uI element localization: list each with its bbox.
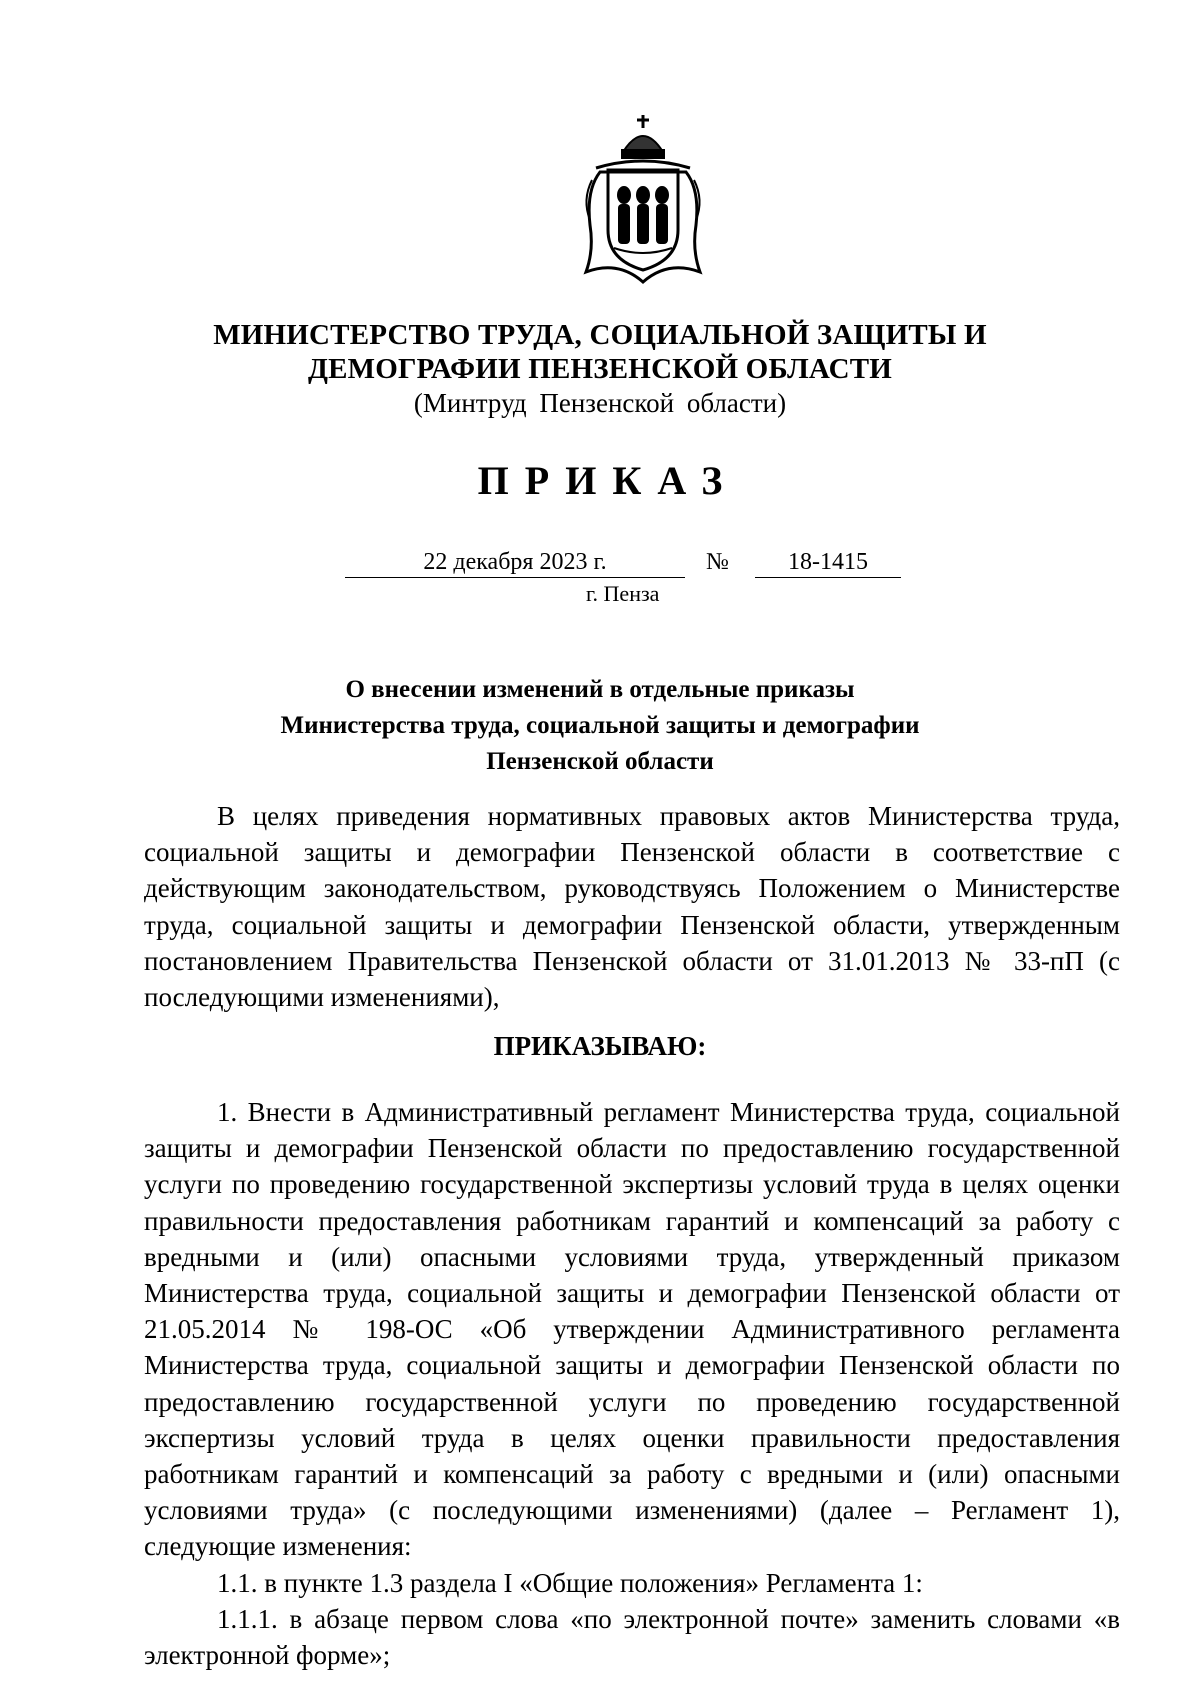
order-item-1: 1. Внести в Административный регламент Министерства труда, социальной защиты и демографии Пензенской области по предоставлению государственной услуги по проведению государственной экспертизы условий труда в целях оценки правильности предоставления работникам гарантий и компенсаций за работу с вредными и (или) опасными условиями труда, утвержденный приказом Министерства труда, социальной защиты и демографии Пензенской области от 21.05.2014 № 198-ОС «Об утверждении Административного регламента Министерства труда, социальной защиты и демографии Пензенской области по предоставлению государственной услуги по проведению государственной экспертизы условий труда в целях оценки правильности предоставления работникам гарантий и компенсаций за работу с вредными и (или) опасными условиями труда» (с последующими изменениями) (далее – Регламент 1), следующие изменения:	[144, 1097, 1120, 1562]
ministry-short-name: (Минтруд Пензенской области)	[413, 388, 787, 418]
order-items	[144, 1094, 1120, 1673]
number-sign: №	[706, 549, 729, 575]
order-number: 18-1415	[755, 547, 901, 578]
issue-city: г. Пенза	[586, 581, 660, 606]
penza-region-coat-of-arms-icon	[578, 110, 708, 285]
subject-line-1: О внесении изменений в отдельные приказы	[345, 676, 855, 703]
subject-line-2: Министерства труда, социальной защиты и демографии	[280, 712, 920, 739]
order-directive-heading: ПРИКАЗЫВАЮ:	[493, 1031, 707, 1061]
subject-line-3: Пензенской области	[486, 748, 714, 775]
preamble-paragraph: В целях приведения нормативных правовых актов Министерства труда, социальной защиты и демографии Пензенской области в соответствие с действующим законодательством, руководствуясь Положением о Министерстве труда, социальной защиты и демографии Пензенской области, утвержденным постановлением Правительства Пензенской области от 31.01.2013 № 33-пП (с последующими изменениями),	[144, 801, 1120, 1013]
order-date: 22 декабря 2023 г.	[345, 547, 685, 578]
order-item-1-1: 1.1. в пункте 1.3 раздела I «Общие положения» Регламента 1:	[217, 1567, 923, 1598]
preamble	[144, 798, 1120, 1015]
document-type-title: ПРИКАЗ	[477, 458, 739, 503]
ministry-name-line-2: ДЕМОГРАФИИ ПЕНЗЕНСКОЙ ОБЛАСТИ	[307, 353, 893, 385]
ministry-name-line-1: МИНИСТЕРСТВО ТРУДА, СОЦИАЛЬНОЙ ЗАЩИТЫ И	[213, 319, 987, 351]
order-item-1-1-1: 1.1.1. в абзаце первом слова «по электронной почте» заменить словами «в электронной форме»;	[144, 1603, 1120, 1671]
